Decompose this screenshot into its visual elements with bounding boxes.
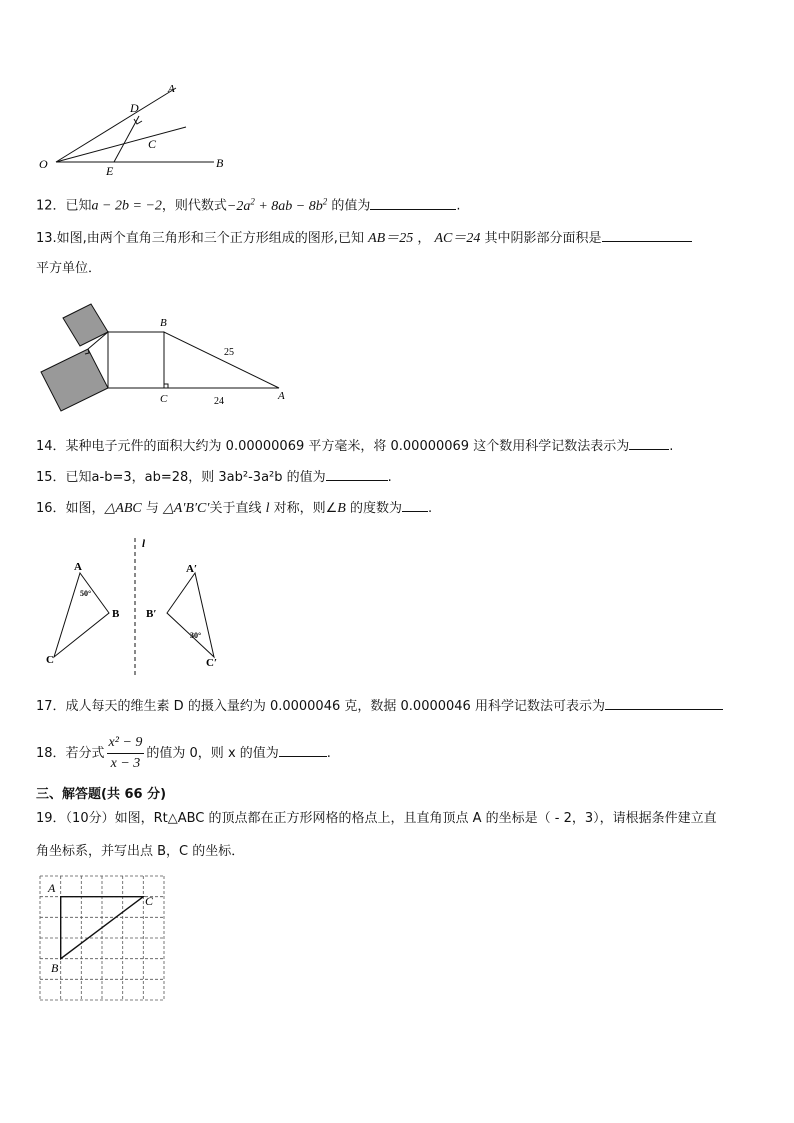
q18-dot: . xyxy=(326,746,331,761)
triangle-abc-prime xyxy=(167,573,214,657)
q16-c: 关于直线 xyxy=(209,501,266,516)
length-ab: 25 xyxy=(224,347,234,358)
answer-blank-14[interactable] xyxy=(629,437,669,450)
q15-dot: . xyxy=(387,470,392,485)
answer-blank-16[interactable] xyxy=(402,499,428,512)
q16-triangle-abc-prime: △A′B′C′ xyxy=(163,501,210,516)
q16-b: 与 xyxy=(141,501,164,516)
label-c: C xyxy=(148,137,157,151)
answer-blank-18[interactable] xyxy=(279,744,327,757)
label-l: l xyxy=(142,538,146,550)
q16-d: 对称，则∠ xyxy=(269,501,338,516)
segment-de xyxy=(114,116,139,162)
q13-text: 13.如图,由两个直角三角形和三个正方形组成的图形,已知 xyxy=(36,231,364,246)
right-angle-mark-c xyxy=(164,384,168,388)
q15-text: 15．已知a-b=3，ab=28，则 3ab²-3a²b 的值为 xyxy=(36,470,326,485)
q16-f: 的度数为 xyxy=(345,501,402,516)
q12-prefix: 12．已知 xyxy=(36,198,92,214)
question-15 xyxy=(36,468,392,487)
answer-blank-17[interactable] xyxy=(605,697,723,710)
middle-square xyxy=(108,332,164,388)
q13-end: 其中阴影部分面积是 xyxy=(484,231,602,246)
figure-squares-triangles xyxy=(36,296,306,416)
q16-dot: . xyxy=(427,501,433,516)
figure-symmetry xyxy=(36,535,256,680)
label-a: A xyxy=(48,881,56,895)
q12-suffix: 的值为 xyxy=(331,198,371,214)
q16-a: 16．如图， xyxy=(36,501,105,516)
label-c: C xyxy=(46,654,54,666)
label-d: D xyxy=(130,101,139,115)
q12-middle: ，则代数式 xyxy=(161,198,227,214)
label-b: B xyxy=(216,156,224,170)
answer-blank-13[interactable] xyxy=(602,229,692,242)
question-13-line2: 平方单位． xyxy=(36,261,102,276)
question-13 xyxy=(36,229,692,248)
q13-ac: AC＝24 xyxy=(434,231,481,246)
angle-30: 30° xyxy=(190,631,202,640)
figure-angle xyxy=(36,78,236,178)
q14-text: 14．某种电子元件的面积大约为 0.00000069 平方毫米，将 0.00000069 这个数用科学记数法表示为 xyxy=(36,439,630,454)
triangle-abc xyxy=(54,573,109,657)
question-18 xyxy=(36,732,331,776)
figure-grid xyxy=(36,872,170,1006)
label-a: A xyxy=(278,390,285,402)
q18-a: 18．若分式 xyxy=(36,746,105,761)
shaded-square-large xyxy=(41,349,108,411)
fraction-denominator: x − 3 xyxy=(110,756,141,771)
label-b: B xyxy=(112,608,120,620)
q12-condition: a − 2b = −2 xyxy=(91,198,162,214)
q12-expression: $-2a^2 + 8ab - 8b^2$ xyxy=(226,196,328,214)
shaded-square-small xyxy=(63,304,108,346)
section-title: 三、解答题(共 66 分) xyxy=(36,787,167,802)
q12-dot: . xyxy=(456,198,461,214)
question-12 xyxy=(36,192,461,216)
question-16 xyxy=(36,499,432,518)
label-b: B xyxy=(160,317,167,329)
label-a: A xyxy=(74,561,82,573)
label-c-prime: C′ xyxy=(206,657,218,669)
label-a: A xyxy=(168,83,175,95)
question-19-line2: 角坐标系，并写出点 B，C 的坐标． xyxy=(36,844,245,859)
label-b-prime: B′ xyxy=(146,608,157,620)
q13-ab: AB＝25 xyxy=(368,231,414,246)
q18-b: 的值为 0，则 x 的值为 xyxy=(146,746,279,761)
right-triangle-abc xyxy=(164,332,279,388)
angle-50: 50° xyxy=(80,589,92,598)
ray-oc xyxy=(56,127,186,162)
q18-fraction xyxy=(107,733,145,774)
answer-blank-15[interactable] xyxy=(326,468,388,481)
label-c: C xyxy=(145,894,154,908)
q16-triangle-abc: △ABC xyxy=(104,501,142,516)
fraction-numerator: x² − 9 xyxy=(107,733,145,754)
answer-blank-12[interactable] xyxy=(370,197,456,210)
question-19-line1: 19．（10分）如图，Rt△ABC 的顶点都在正方形网格的格点上，且直角顶点 A 的坐标是（ - 2，3），请根据条件建立直 xyxy=(36,811,717,826)
q14-dot: . xyxy=(669,439,674,454)
q13-sep: ， xyxy=(417,231,431,246)
label-c: C xyxy=(160,393,168,405)
ray-oa xyxy=(56,88,176,162)
label-b: B xyxy=(51,961,59,975)
q16-angle-b: B xyxy=(337,501,346,516)
question-17 xyxy=(36,697,723,716)
label-e: E xyxy=(106,164,114,178)
question-14 xyxy=(36,437,673,456)
length-ca: 24 xyxy=(214,396,224,407)
q17-text: 17．成人每天的维生素 D 的摄入量约为 0.0000046 克，数据 0.0000046 用科学记数法可表示为 xyxy=(36,699,605,714)
label-o: O xyxy=(39,157,48,171)
q16-line-l: l xyxy=(265,501,270,516)
label-a-prime: A′ xyxy=(186,563,198,575)
